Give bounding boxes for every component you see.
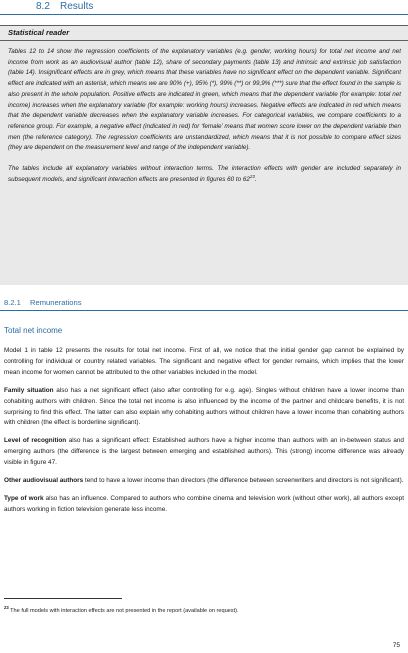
subsection-number: 8.2.1 [4,298,21,307]
section-number: 8.2 [36,1,50,12]
body-paragraph-text: also has an influence. Compared to authors who combine cinema and television work (without other work), all authors except authors working in fiction television generate less income. [4,494,404,513]
footnote-text: The full models with interaction effects are not presented in the report (available on request). [8,608,239,614]
footnote-divider [4,598,122,599]
body-paragraph [4,494,404,516]
page-number: 75 [392,642,400,649]
reader-paragraph-1: Tables 12 to 14 show the regression coefficients of the explanatory variables (e.g. gender, working hours) for total net income and net income from work as an audiovisual author (table 12), share of secondary payments (table 13) and intrinsic and extrinsic job satisfaction (table 14). Insignificant effects are in grey, which means that these variables have no significant effect on the dependent variable. Significant effect are indicated with an asterisk, which means we are 90% (+), 95% (*), 99% (**) or 99,9% (***) sure that the effect found in the sample is also present in the whole population. Positive effects are indicated in green, which means that the dependent variable (for example: total net income) increases when the explanatory variable (for example: working hours) increases. Negative effects are indicated in red which means that the dependent variable decreases when the explanatory variable increases. For categorical variables, we compare coefficients to a reference group. For example, a negative effect (indicated in red) for ‘female’ means that women score lower on the dependent variable then men (the reference category). The regression coefficients are unstandardized, which means that it is not possible to compare effect sizes (they are dependent on the measurement level and range of the independent variable). [8,48,401,152]
body-paragraph [4,436,404,469]
body-paragraph-text: also has a net significant effect (also after controlling for e.g. age). Singles without children have a lower income than cohabiting authors with children. Since the total net income is also influenced by the income of the partner and childcare benefits, it is not surprising to find this effect. The latter can also explain why cohabiting authors without children have a lower income than cohabiting authors with children (the effect is borderline significant). [4,386,404,427]
reader-paragraph-2-end: . [254,175,257,183]
body-paragraph-lead: Level of recognition [4,437,67,445]
statistical-reader-title: Statistical reader [8,28,70,37]
body-paragraph [4,476,404,487]
reader-paragraph-2 [8,164,401,185]
footnote [4,607,404,616]
main-body-text [4,346,404,523]
footnote-number: 23 [4,605,9,611]
body-paragraph [4,386,404,430]
body-paragraph-lead: Other audiovisual authors [4,477,84,485]
section-heading [0,0,408,15]
section-title: Results [60,1,94,12]
statistical-reader-body [8,47,401,195]
minor-heading: Total net income [4,326,63,335]
body-paragraph-text: also has a significant effect: Established authors have a higher income than authors with an in-between status and emerging authors (the difference is the largest between emerging and established authors). This (strong) income difference was already visible in figure 47. [4,437,404,467]
body-paragraph-lead: Type of work [4,494,44,502]
body-paragraph-text: tend to have a lower income than directors (the difference between screenwriters and directors is not significant). [83,477,404,485]
footnote-reference[interactable]: 23 [249,173,255,179]
statistical-reader-box [0,25,408,285]
body-paragraph-lead: Family situation [4,386,54,394]
subsection-title: Remunerations [30,298,82,307]
statistical-reader-header [0,25,408,41]
reader-paragraph-2-text: The tables include all explanatory variables without interaction terms. The interaction effects with gender are included separately in subsequent models, and significant interaction effects are presented in figures 60 to 62 [8,165,401,183]
subsection-heading [0,296,408,311]
body-paragraph: Model 1 in table 12 presents the results for total net income. First of all, we notice that the initial gender gap cannot be explained by controlling for individual or country related variables. The significant and negative effect for gender remains, which implies that the lower mean income for women cannot be attributed to the other variables included in the model. [4,347,404,376]
